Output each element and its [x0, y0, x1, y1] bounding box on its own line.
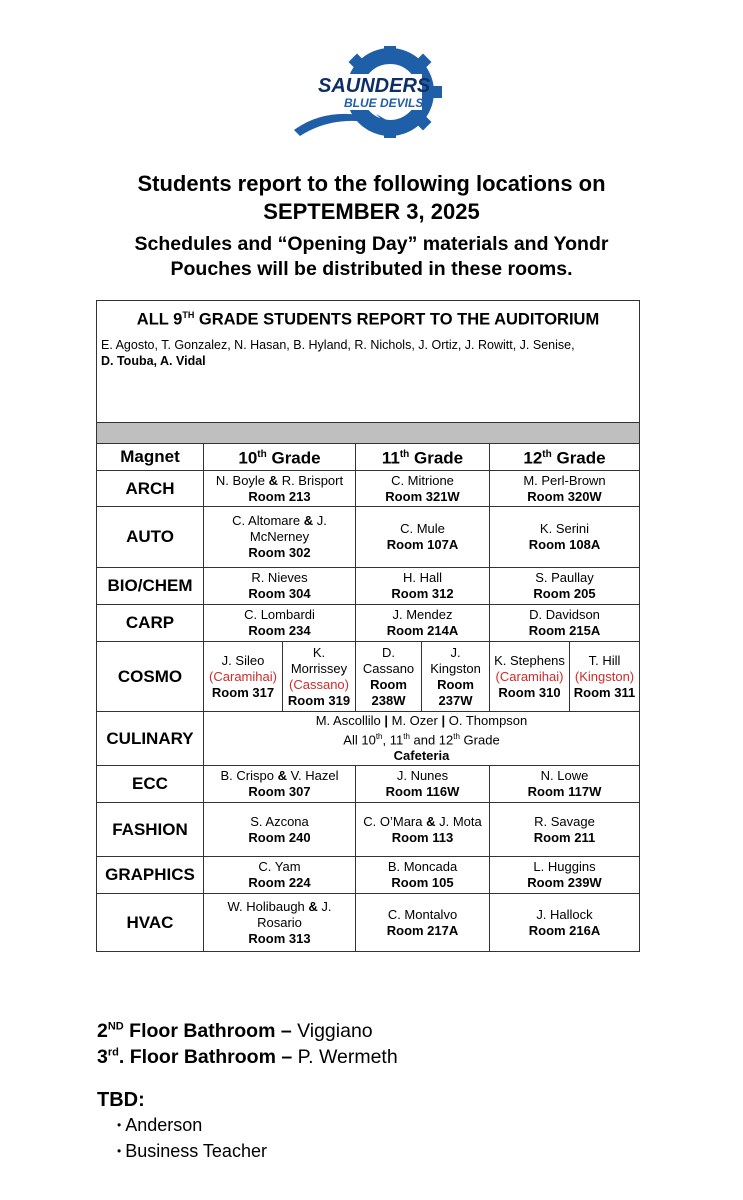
magnet-graphics: GRAPHICS [97, 857, 204, 894]
ninth-grade-row [97, 301, 640, 423]
cosmo-c6: T. Hill (Kingston) Room 311 [570, 642, 640, 712]
table-row [97, 712, 640, 766]
header-grade-10: 10th Grade [204, 444, 356, 471]
table-row [97, 857, 640, 894]
ecc-g11: J. Nunes Room 116W [356, 766, 490, 803]
table-row [97, 605, 640, 642]
magnet-hvac: HVAC [97, 894, 204, 952]
culinary-all: M. Ascollilo | M. Ozer | O. Thompson All 10th, 11th and 12th Grade Cafeteria [204, 712, 640, 766]
carp-g12: D. Davidson Room 215A [490, 605, 640, 642]
bio-g11: H. Hall Room 312 [356, 568, 490, 605]
title-date: SEPTEMBER 3, 2025 [263, 199, 480, 224]
list-item: • Business Teacher [117, 1139, 267, 1165]
table-row [97, 471, 640, 507]
table-row [97, 766, 640, 803]
subtitle-line1: Schedules and “Opening Day” materials and Yondr [134, 233, 609, 255]
tbd-list [117, 1113, 267, 1165]
page-title [60, 170, 683, 226]
auto-g11: C. Mule Room 107A [356, 507, 490, 568]
hvac-g10: W. Holibaugh & J. Rosario Room 313 [204, 894, 356, 952]
graphics-g12: L. Huggins Room 239W [490, 857, 640, 894]
magnet-carp: CARP [97, 605, 204, 642]
magnet-auto: AUTO [97, 507, 204, 568]
bio-g12: S. Paullay Room 205 [490, 568, 640, 605]
header-row [97, 444, 640, 471]
schedule-table [96, 300, 640, 952]
table-row [97, 568, 640, 605]
header-grade-11: 11th Grade [356, 444, 490, 471]
logo-line1: SAUNDERS [318, 75, 431, 97]
cosmo-c1: J. Sileo (Caramihai) Room 317 [204, 642, 283, 712]
header-grade-12: 12th Grade [490, 444, 640, 471]
fashion-g10: S. Azcona Room 240 [204, 803, 356, 857]
table-row [97, 642, 640, 712]
ninth-grade-names: E. Agosto, T. Gonzalez, N. Hasan, B. Hyland, R. Nichols, J. Ortiz, J. Rowitt, J. Senise, [101, 337, 575, 352]
bathroom-3rd-floor: 3rd. Floor Bathroom – P. Wermeth [97, 1046, 398, 1068]
subtitle-line2: Pouches will be distributed in these rooms. [170, 258, 573, 280]
magnet-fashion: FASHION [97, 803, 204, 857]
hvac-g12: J. Hallock Room 216A [490, 894, 640, 952]
magnet-cosmo: COSMO [97, 642, 204, 712]
bathroom-2nd-floor: 2ND Floor Bathroom – Viggiano [97, 1020, 373, 1042]
cosmo-c5: K. Stephens (Caramihai) Room 310 [490, 642, 570, 712]
table-row [97, 894, 640, 952]
logo-line2: BLUE DEVILS [344, 96, 424, 110]
auto-g12: K. Serini Room 108A [490, 507, 640, 568]
graphics-g11: B. Moncada Room 105 [356, 857, 490, 894]
magnet-arch: ARCH [97, 471, 204, 507]
carp-g10: C. Lombardi Room 234 [204, 605, 356, 642]
separator-cell [97, 423, 640, 444]
title-line1: Students report to the following locations on [137, 171, 606, 196]
list-item: • Anderson [117, 1113, 267, 1139]
magnet-ecc: ECC [97, 766, 204, 803]
hvac-g11: C. Montalvo Room 217A [356, 894, 490, 952]
page-subtitle [60, 232, 683, 282]
cosmo-c3: D. Cassano Room 238W [356, 642, 422, 712]
fashion-g11: C. O’Mara & J. Mota Room 113 [356, 803, 490, 857]
ninth-grade-names-bold: D. Touba, A. Vidal [101, 353, 206, 368]
arch-g11: C. Mitrione Room 321W [356, 471, 490, 507]
table-row [97, 803, 640, 857]
magnet-culinary: CULINARY [97, 712, 204, 766]
header-magnet: Magnet [97, 444, 204, 471]
arch-g10: N. Boyle & R. Brisport Room 213 [204, 471, 356, 507]
tbd-heading: TBD: [97, 1089, 145, 1111]
bio-g10: R. Nieves Room 304 [204, 568, 356, 605]
ninth-grade-cell [97, 301, 640, 423]
carp-g11: J. Mendez Room 214A [356, 605, 490, 642]
cosmo-c2: K. Morrissey (Cassano) Room 319 [283, 642, 356, 712]
separator-row [97, 423, 640, 444]
graphics-g10: C. Yam Room 224 [204, 857, 356, 894]
ecc-g10: B. Crispo & V. Hazel Room 307 [204, 766, 356, 803]
ninth-grade-title: ALL 9TH GRADE STUDENTS REPORT TO THE AUDITORIUM [136, 310, 600, 329]
auto-g10: C. Altomare & J. McNerney Room 302 [204, 507, 356, 568]
school-logo [290, 44, 446, 144]
magnet-bio-chem: BIO/CHEM [97, 568, 204, 605]
fashion-g12: R. Savage Room 211 [490, 803, 640, 857]
table-row [97, 507, 640, 568]
ecc-g12: N. Lowe Room 117W [490, 766, 640, 803]
cosmo-c4: J. Kingston Room 237W [422, 642, 490, 712]
arch-g12: M. Perl-Brown Room 320W [490, 471, 640, 507]
